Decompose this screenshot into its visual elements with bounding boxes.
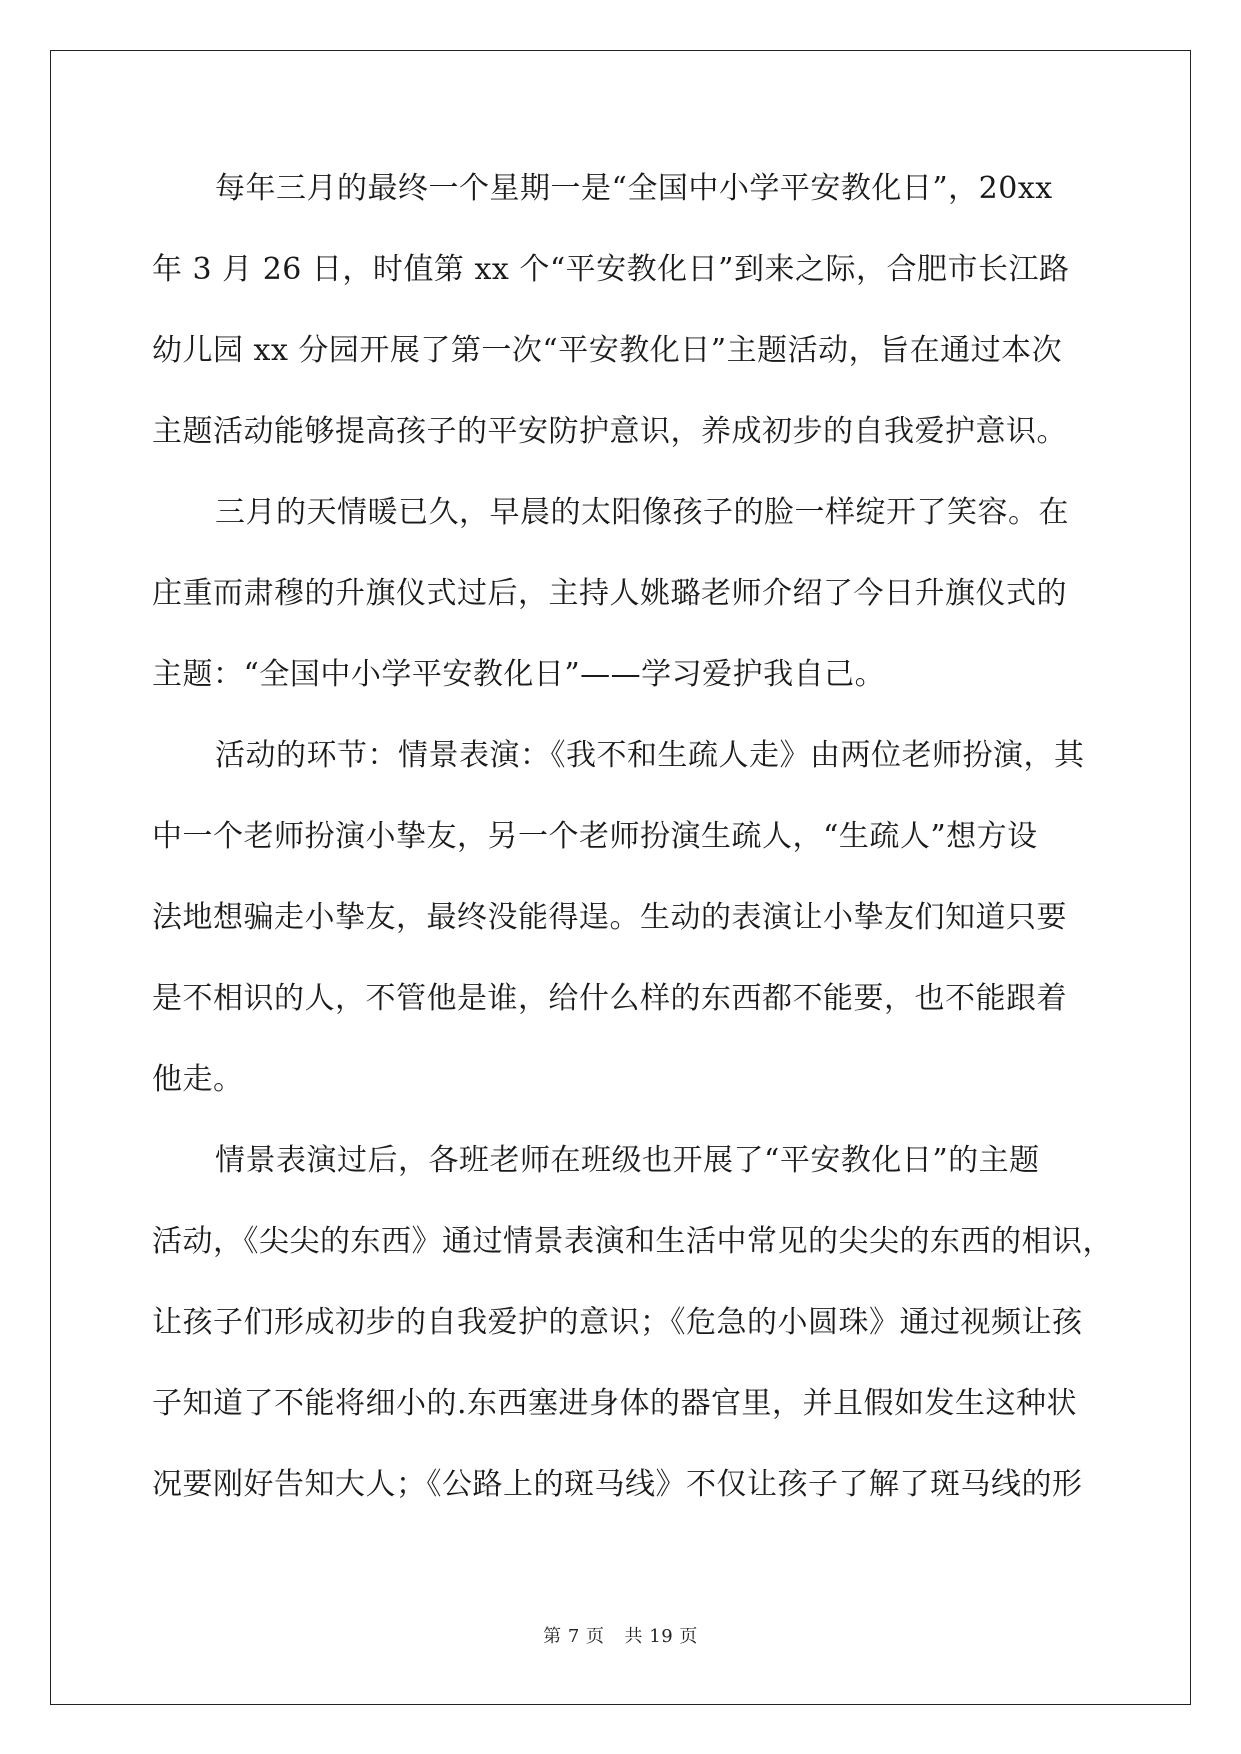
page-total: 共 19 页 xyxy=(624,1626,698,1647)
text-line: 幼儿园 xx 分园开展了第一次“平安教化日”主题活动，旨在通过本次 xyxy=(152,333,1063,368)
text-line: 情景表演过后，各班老师在班级也开展了“平安教化日”的主题 xyxy=(215,1143,1040,1178)
text-line: 况要刚好告知大人；《公路上的斑马线》不仅让孩子了解了斑马线的形 xyxy=(152,1467,1083,1502)
text-line: 子知道了不能将细小的.东西塞进身体的器官里，并且假如发生这种状 xyxy=(152,1386,1078,1421)
text-line: 中一个老师扮演小挚友，另一个老师扮演生疏人，“生疏人”想方设 xyxy=(152,819,1038,854)
page-footer xyxy=(0,1622,1241,1648)
text-line: 主题活动能够提高孩子的平安防护意识，养成初步的自我爱护意识。 xyxy=(152,414,1067,449)
text-line: 每年三月的最终一个星期一是“全国中小学平安教化日”，20xx xyxy=(215,171,1053,206)
text-line: 主题：“全国中小学平安教化日”——学习爱护我自己。 xyxy=(152,657,886,692)
page-number: 第 7 页 xyxy=(543,1626,605,1647)
text-line: 活动的环节：情景表演：《我不和生疏人走》由两位老师扮演，其 xyxy=(215,738,1085,773)
text-line: 是不相识的人，不管他是谁，给什么样的东西都不能要，也不能跟着 xyxy=(152,981,1067,1016)
document-body xyxy=(152,148,1113,1525)
text-line: 他走。 xyxy=(152,1062,244,1097)
text-line: 活动，《尖尖的东西》通过情景表演和生活中常见的尖尖的东西的相识， xyxy=(152,1224,1113,1259)
text-line: 庄重而肃穆的升旗仪式过后，主持人姚璐老师介绍了今日升旗仪式的 xyxy=(152,576,1067,611)
text-line: 让孩子们形成初步的自我爱护的意识；《危急的小圆珠》通过视频让孩 xyxy=(152,1305,1083,1340)
text-line: 年 3 月 26 日，时值第 xx 个“平安教化日”到来之际，合肥市长江路 xyxy=(152,252,1070,287)
text-line: 三月的天情暖已久，早晨的太阳像孩子的脸一样绽开了笑容。在 xyxy=(215,495,1069,530)
text-line: 法地想骗走小挚友，最终没能得逞。生动的表演让小挚友们知道只要 xyxy=(152,900,1067,935)
